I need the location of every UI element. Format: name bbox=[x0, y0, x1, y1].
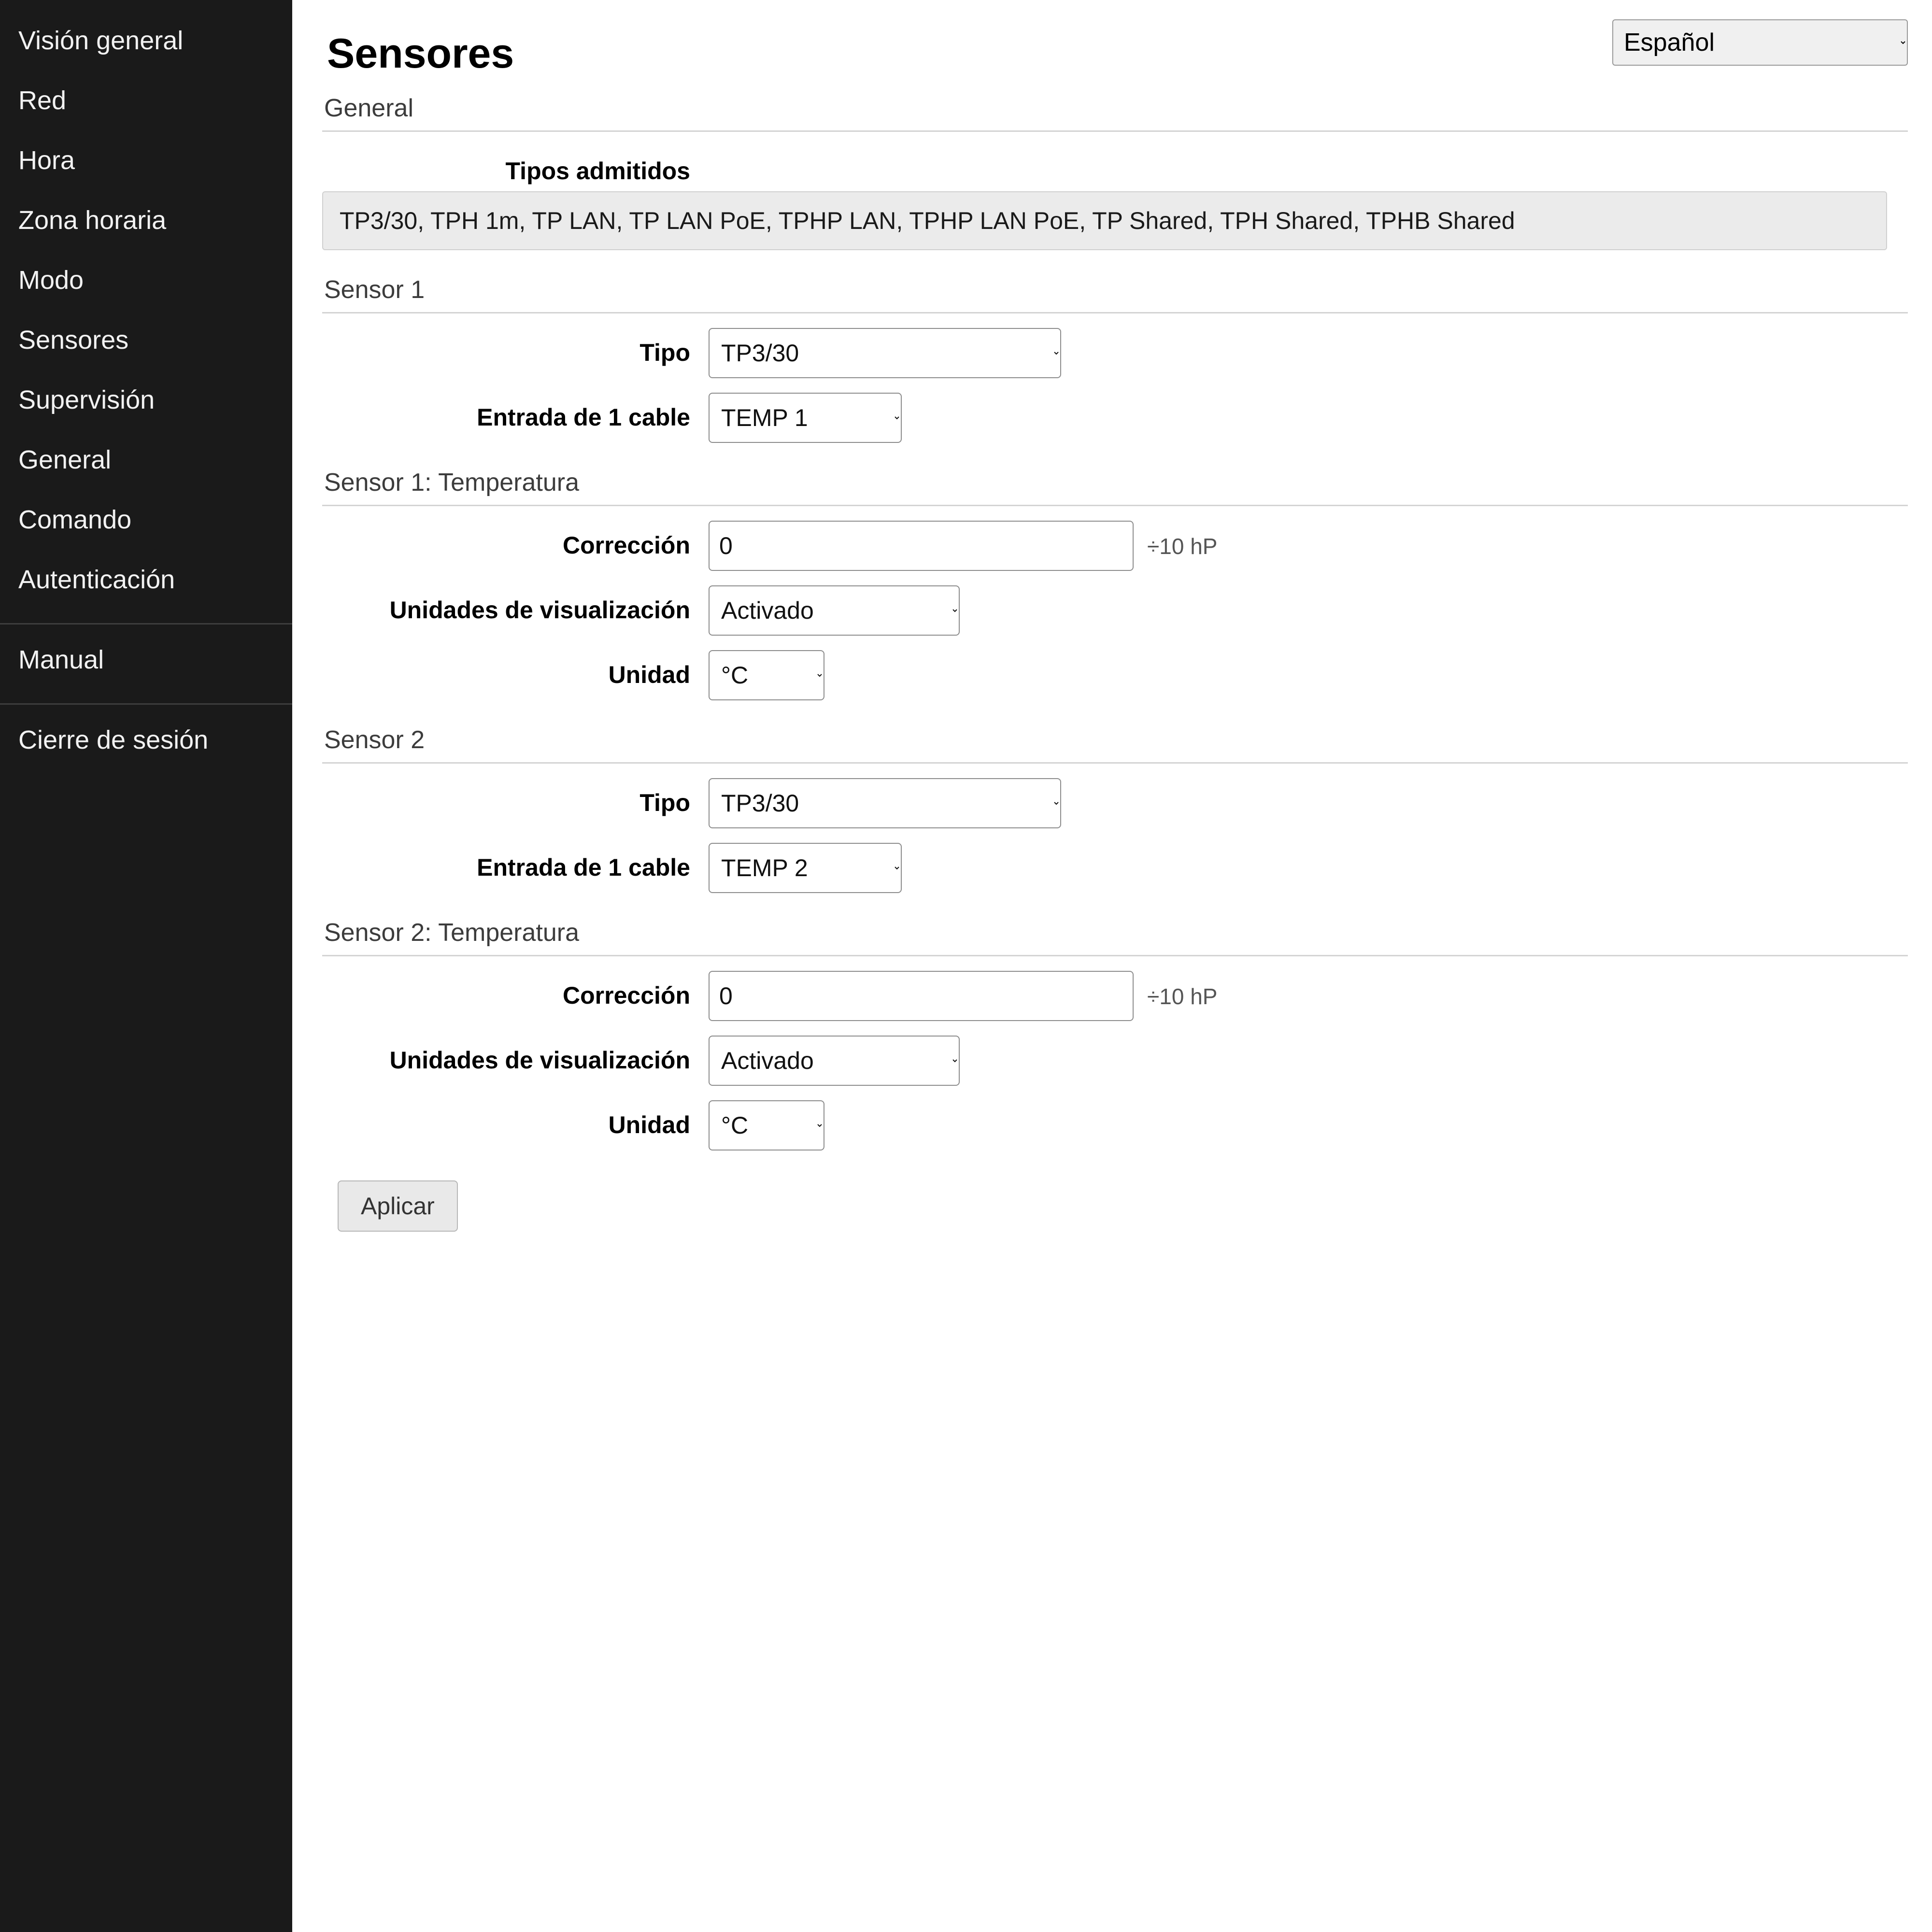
top-bar bbox=[322, 19, 1908, 77]
sidebar bbox=[0, 0, 292, 1932]
sensor2-type-select[interactable] bbox=[709, 778, 1061, 828]
sensor1-unit-row bbox=[322, 650, 1908, 700]
section-sensor2-temp-label: Sensor 2: Temperatura bbox=[322, 918, 1908, 956]
sidebar-item-mode[interactable]: Modo bbox=[18, 266, 84, 295]
sensor1-unit-label: Unidad bbox=[608, 661, 690, 688]
sensor1-type-select[interactable] bbox=[709, 328, 1061, 378]
sensor2-correction-suffix: ÷10 hP bbox=[1147, 984, 1218, 1009]
sidebar-item-authentication[interactable]: Autenticación bbox=[18, 565, 175, 594]
apply-button[interactable]: Aplicar bbox=[338, 1180, 458, 1232]
sidebar-item-command[interactable]: Comando bbox=[18, 505, 132, 534]
sensor1-onewire-label: Entrada de 1 cable bbox=[477, 404, 690, 431]
section-general-label: General bbox=[322, 94, 1908, 132]
sensor1-onewire-row bbox=[322, 393, 1908, 443]
sensor2-correction-label: Corrección bbox=[563, 982, 690, 1009]
sensor2-unit-row bbox=[322, 1100, 1908, 1151]
section-sensor2-label: Sensor 2 bbox=[322, 725, 1908, 764]
supported-types-row bbox=[322, 146, 1908, 185]
sensor2-unit-label: Unidad bbox=[608, 1111, 690, 1138]
main-content bbox=[292, 0, 1932, 1932]
sensor1-type-label: Tipo bbox=[639, 339, 690, 366]
sensor2-onewire-select[interactable] bbox=[709, 843, 902, 893]
sensor1-type-row bbox=[322, 328, 1908, 378]
sidebar-item-monitoring[interactable]: Supervisión bbox=[18, 385, 155, 414]
sensor1-correction-input[interactable] bbox=[709, 521, 1134, 571]
supported-types-label: Tipos admitidos bbox=[505, 157, 690, 185]
sensor2-correction-row bbox=[322, 971, 1908, 1021]
language-select[interactable] bbox=[1612, 19, 1908, 66]
page-title: Sensores bbox=[327, 30, 514, 77]
sidebar-item-network[interactable]: Red bbox=[18, 86, 67, 115]
sensor2-correction-input[interactable] bbox=[709, 971, 1134, 1021]
sensor1-correction-row bbox=[322, 521, 1908, 571]
sensor1-correction-label: Corrección bbox=[563, 532, 690, 559]
supported-types-value: TP3/30, TPH 1m, TP LAN, TP LAN PoE, TPHP LAN, TPHP LAN PoE, TP Shared, TPH Shared, TPHB Shared bbox=[322, 191, 1887, 250]
sidebar-item-sensors[interactable]: Sensores bbox=[18, 326, 129, 355]
sidebar-item-timezone[interactable]: Zona horaria bbox=[18, 206, 167, 235]
sensor2-display-units-row bbox=[322, 1036, 1908, 1086]
sensor1-correction-suffix: ÷10 hP bbox=[1147, 534, 1218, 559]
sidebar-item-time[interactable]: Hora bbox=[18, 146, 75, 175]
sensor1-onewire-select[interactable] bbox=[709, 393, 902, 443]
sensor2-unit-select[interactable] bbox=[709, 1100, 824, 1151]
sensor2-display-units-select[interactable] bbox=[709, 1036, 960, 1086]
sensor2-onewire-row bbox=[322, 843, 1908, 893]
sensor2-display-units-label: Unidades de visualización bbox=[389, 1047, 690, 1074]
sensor2-type-label: Tipo bbox=[639, 789, 690, 816]
sensor1-display-units-row bbox=[322, 585, 1908, 636]
sensor2-onewire-label: Entrada de 1 cable bbox=[477, 854, 690, 881]
sensor1-display-units-label: Unidades de visualización bbox=[389, 597, 690, 624]
sidebar-item-overview[interactable]: Visión general bbox=[18, 26, 184, 55]
sensor1-display-units-select[interactable] bbox=[709, 585, 960, 636]
sidebar-item-logout[interactable]: Cierre de sesión bbox=[18, 725, 209, 754]
sensor1-unit-select[interactable] bbox=[709, 650, 824, 700]
section-sensor1-label: Sensor 1 bbox=[322, 275, 1908, 313]
section-sensor1-temp-label: Sensor 1: Temperatura bbox=[322, 468, 1908, 506]
sidebar-item-manual[interactable]: Manual bbox=[18, 645, 104, 674]
sidebar-item-general[interactable]: General bbox=[18, 445, 112, 474]
sensor2-type-row bbox=[322, 778, 1908, 828]
